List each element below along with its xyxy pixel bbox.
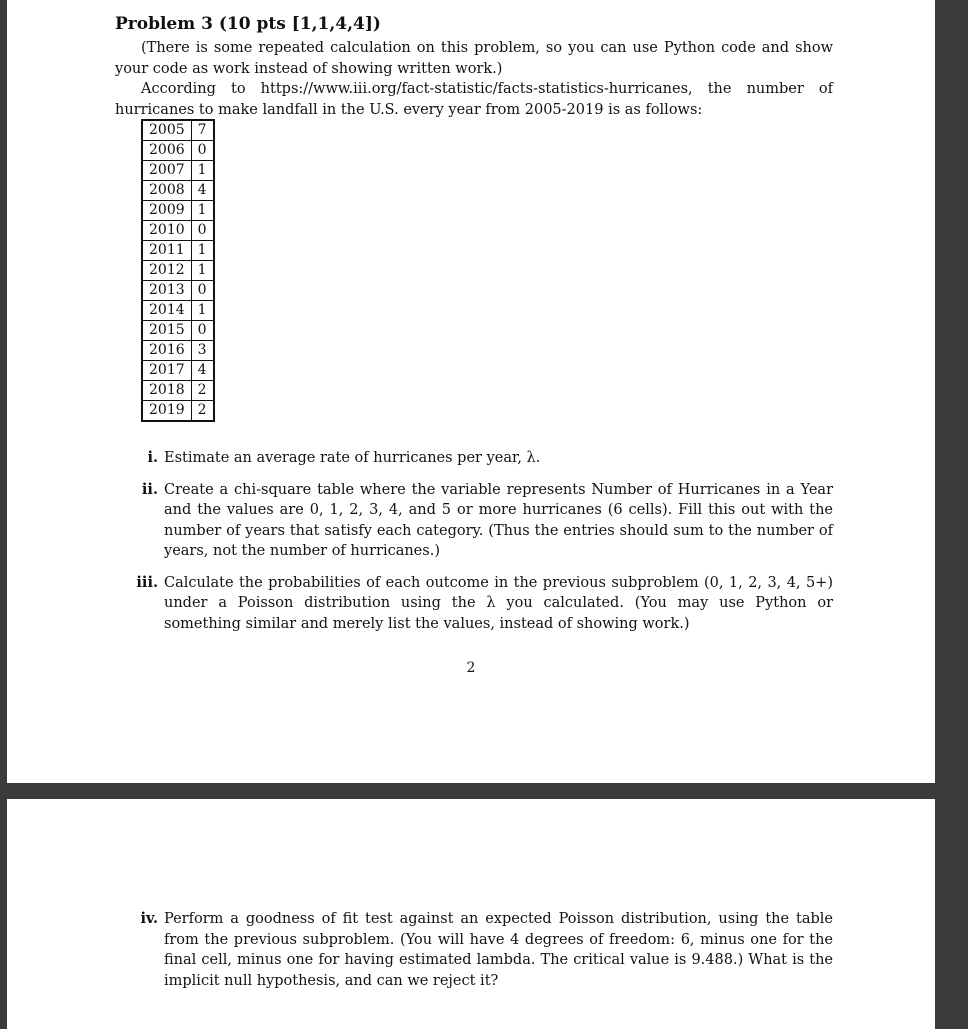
year-cell: 2013 (142, 281, 191, 301)
year-cell: 2011 (142, 241, 191, 261)
count-cell: 0 (191, 281, 213, 301)
hurricane-table (141, 119, 215, 422)
table-row (142, 321, 214, 341)
subproblem-number: ii. (141, 480, 158, 498)
subproblem-text: Estimate an average rate of hurricanes per year, λ. (164, 450, 541, 466)
year-cell: 2010 (142, 221, 191, 241)
page-number: 2 (466, 660, 476, 676)
count-cell: 4 (191, 361, 213, 381)
count-cell: 0 (191, 221, 213, 241)
source-paragraph: According to https://www.iii.org/fact-statistic/facts-statistics-hurricanes, the number of hurricanes to make landfall in the U.S. every year from 2005-2019 is as follows: (115, 81, 833, 118)
year-cell: 2007 (142, 161, 191, 181)
count-cell: 1 (191, 301, 213, 321)
year-cell: 2015 (142, 321, 191, 341)
subproblem-list (115, 448, 833, 645)
table-row (142, 221, 214, 241)
subproblem-number: i. (147, 449, 158, 466)
subproblem-number: iii. (136, 573, 158, 591)
year-cell: 2018 (142, 381, 191, 401)
year-cell: 2014 (142, 301, 191, 321)
count-cell: 7 (191, 120, 213, 141)
table-row (142, 141, 214, 161)
subproblem-iii (115, 573, 833, 635)
table-row (142, 341, 214, 361)
subproblem-text: Calculate the probabilities of each outcome in the previous subproblem (0, 1, 2, 3, 4, 5+) under a Poisson distribution using the λ you calculated. (You may use Python or something similar and merely list the values, instead of showing work.) (164, 574, 833, 632)
count-cell: 1 (191, 261, 213, 281)
table-row (142, 301, 214, 321)
year-cell: 2005 (142, 120, 191, 141)
subproblem-iv (115, 909, 833, 991)
subproblem-i (115, 448, 833, 469)
subproblem-number: iv. (140, 910, 158, 927)
year-cell: 2017 (142, 361, 191, 381)
count-cell: 1 (191, 241, 213, 261)
count-cell: 2 (191, 401, 213, 422)
count-cell: 1 (191, 201, 213, 221)
table-row (142, 261, 214, 281)
table-row (142, 241, 214, 261)
count-cell: 4 (191, 181, 213, 201)
count-cell: 3 (191, 341, 213, 361)
table-row (142, 361, 214, 381)
table-row (142, 161, 214, 181)
subproblem-text: Create a chi-square table where the variable represents Number of Hurricanes in a Year and the values are 0, 1, 2, 3, 4, and 5 or more hurricanes (6 cells). Fill this out with the number of years that satisfy each category. (Thus the entries should sum to the number of years, not the number of hurricanes.) (164, 481, 833, 559)
count-cell: 2 (191, 381, 213, 401)
year-cell: 2006 (142, 141, 191, 161)
intro-paragraph: (There is some repeated calculation on this problem, so you can use Python code and show your code as work instead of showing written work.) (115, 40, 833, 77)
problem-title: Problem 3 (10 pts [1,1,4,4]) (115, 14, 381, 34)
year-cell: 2019 (142, 401, 191, 422)
document-page-1 (7, 0, 935, 783)
table-row (142, 281, 214, 301)
table-row (142, 201, 214, 221)
year-cell: 2016 (142, 341, 191, 361)
table-row (142, 401, 214, 422)
table-row (142, 120, 214, 141)
year-cell: 2008 (142, 181, 191, 201)
subproblem-text: Perform a goodness of fit test against an expected Poisson distribution, using the table from the previous subproblem. (You will have 4 degrees of freedom: 6, minus one for the final cell, minus one for having estimated lambda. The critical value is 9.488.) What is the implicit null hypothesis, and can we reject it? (164, 911, 833, 989)
count-cell: 0 (191, 321, 213, 341)
year-cell: 2012 (142, 261, 191, 281)
table-row (142, 181, 214, 201)
count-cell: 1 (191, 161, 213, 181)
count-cell: 0 (191, 141, 213, 161)
year-cell: 2009 (142, 201, 191, 221)
table-row (142, 381, 214, 401)
subproblem-ii (115, 480, 833, 562)
subproblem-list-page2 (115, 909, 833, 1002)
document-page-2 (7, 799, 935, 1029)
